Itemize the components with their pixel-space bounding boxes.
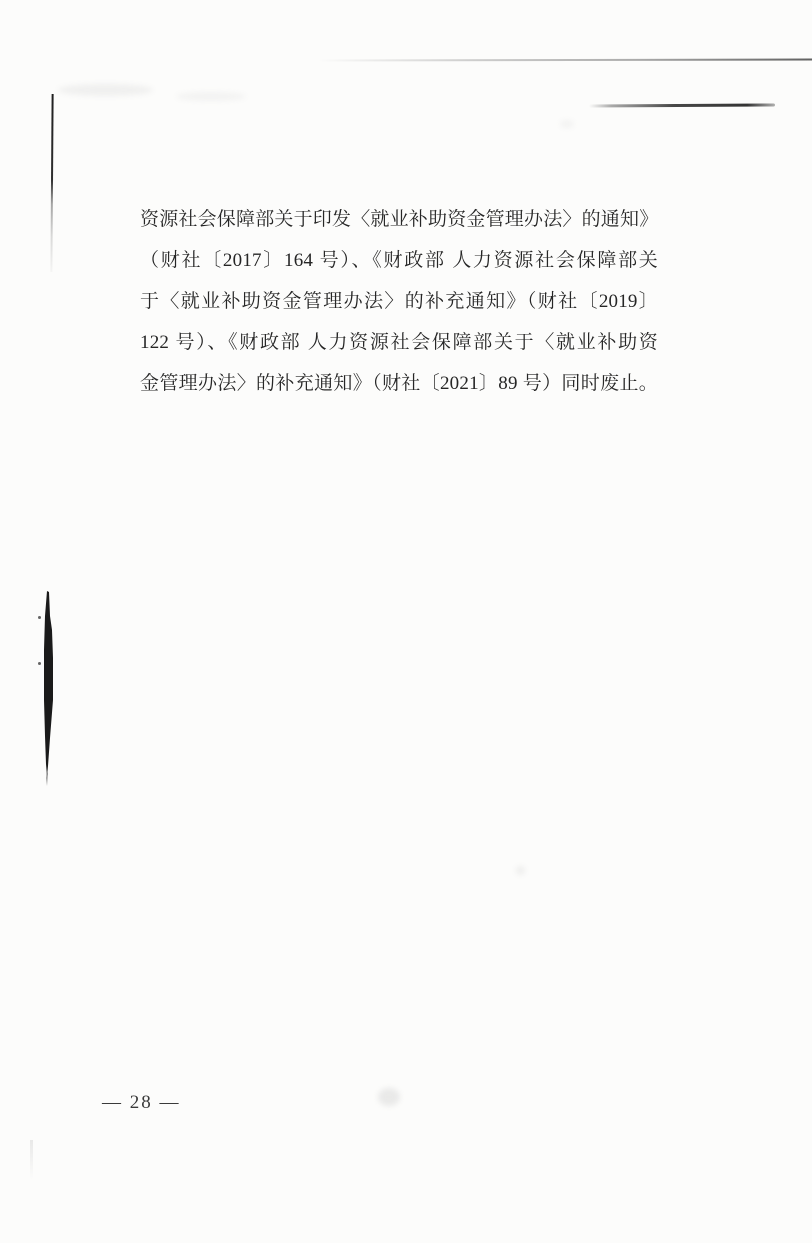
scan-artifact-top-line xyxy=(318,58,812,61)
scan-smudge xyxy=(378,1088,400,1106)
scan-artifact-dot xyxy=(38,616,41,619)
scan-artifact-right-line xyxy=(589,103,775,107)
document-line: 122 号）、《财政部 人力资源社会保障部关于〈就业补助资 xyxy=(140,332,658,353)
scan-smudge xyxy=(516,866,525,875)
scan-smudge xyxy=(58,84,153,96)
page-number: — 28 — xyxy=(102,1092,181,1113)
scan-smudge xyxy=(560,120,574,128)
scan-smudge xyxy=(176,92,246,101)
scan-artifact-dot xyxy=(38,662,41,665)
scan-artifact-left-line xyxy=(50,94,53,272)
document-paragraph xyxy=(140,199,658,404)
document-line: 资源社会保障部关于印发〈就业补助资金管理办法〉的通知》 xyxy=(140,209,659,230)
document-line: 金管理办法〉的补充通知》（财社〔2021〕89 号）同时废止。 xyxy=(140,373,658,394)
scan-artifact-ink-streak xyxy=(40,588,56,788)
document-line: （财社〔2017〕164 号）、《财政部 人力资源社会保障部关 xyxy=(140,250,658,271)
document-line: 于〈就业补助资金管理办法〉的补充通知》（财社〔2019〕 xyxy=(140,291,658,312)
scan-edge-streak xyxy=(30,1140,33,1180)
